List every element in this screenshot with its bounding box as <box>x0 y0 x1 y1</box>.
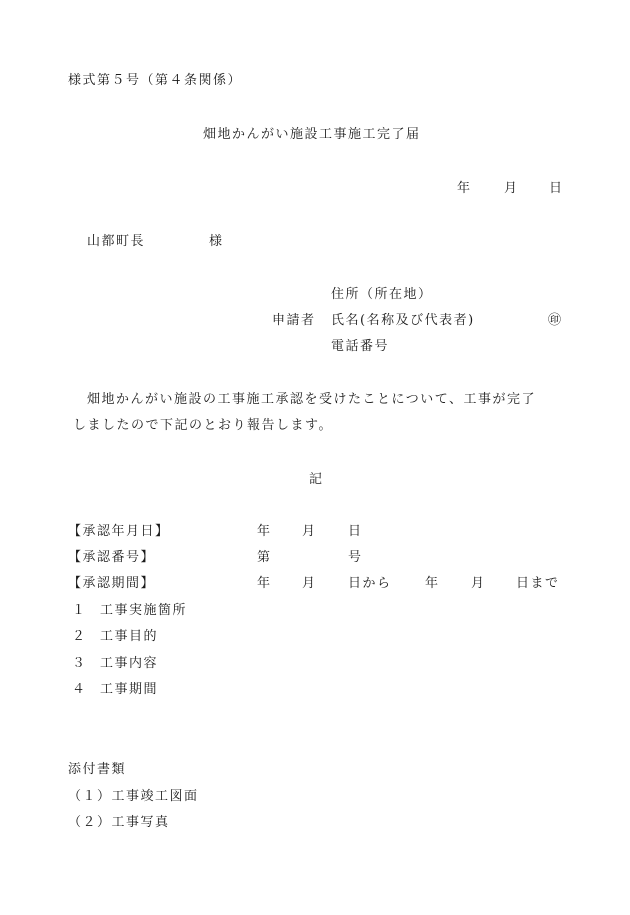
approval-date-day: 日 <box>348 524 363 539</box>
applicant-phone-label: 電話番号 <box>331 339 390 354</box>
attachment-item: （１）工事竣工図面 <box>68 789 199 804</box>
body-text-line-2: しましたので下記のとおり報告します。 <box>73 418 333 433</box>
approval-date-year: 年 <box>257 524 272 539</box>
applicant-name-label: 氏名(名称及び代表者) <box>331 313 475 328</box>
approval-date-month: 月 <box>302 524 317 539</box>
applicant-address-label: 住所（所在地） <box>331 287 433 302</box>
approval-number-prefix: 第 <box>257 550 272 565</box>
period-to-day: 日まで <box>516 576 560 591</box>
form-number: 様式第５号（第４条関係） <box>68 73 243 88</box>
attachment-item: （２）工事写真 <box>68 815 170 830</box>
approval-date-label: 【承認年月日】 <box>68 524 170 539</box>
item-label: 工事内容 <box>100 656 159 671</box>
item-number: ３ <box>72 656 87 671</box>
document-title: 畑地かんがい施設工事施工完了届 <box>203 127 421 142</box>
approval-number-suffix: 号 <box>348 550 363 565</box>
attachments-heading: 添付書類 <box>68 762 127 777</box>
period-from-month: 月 <box>302 576 317 591</box>
applicant-label: 申請者 <box>272 313 316 328</box>
period-to-year: 年 <box>425 576 440 591</box>
addressee-honorific: 様 <box>209 234 224 249</box>
addressee-name: 山都町長 <box>87 234 146 249</box>
period-from-year: 年 <box>257 576 272 591</box>
approval-number-label: 【承認番号】 <box>68 550 156 565</box>
item-number: ２ <box>72 629 87 644</box>
date-day-label: 日 <box>549 181 564 196</box>
date-year-label: 年 <box>457 181 472 196</box>
approval-period-label: 【承認期間】 <box>68 576 156 591</box>
date-month-label: 月 <box>504 181 519 196</box>
item-label: 工事実施箇所 <box>100 603 188 618</box>
period-to-month: 月 <box>471 576 486 591</box>
item-label: 工事期間 <box>100 682 159 697</box>
item-label: 工事目的 <box>100 629 159 644</box>
seal-mark: ㊞ <box>548 313 562 328</box>
item-number: １ <box>72 603 87 618</box>
period-from-day: 日から <box>348 576 392 591</box>
ki-heading: 記 <box>309 472 324 487</box>
body-text-line-1: 畑地かんがい施設の工事施工承認を受けたことについて、工事が完了 <box>87 392 536 407</box>
item-number: ４ <box>72 682 87 697</box>
